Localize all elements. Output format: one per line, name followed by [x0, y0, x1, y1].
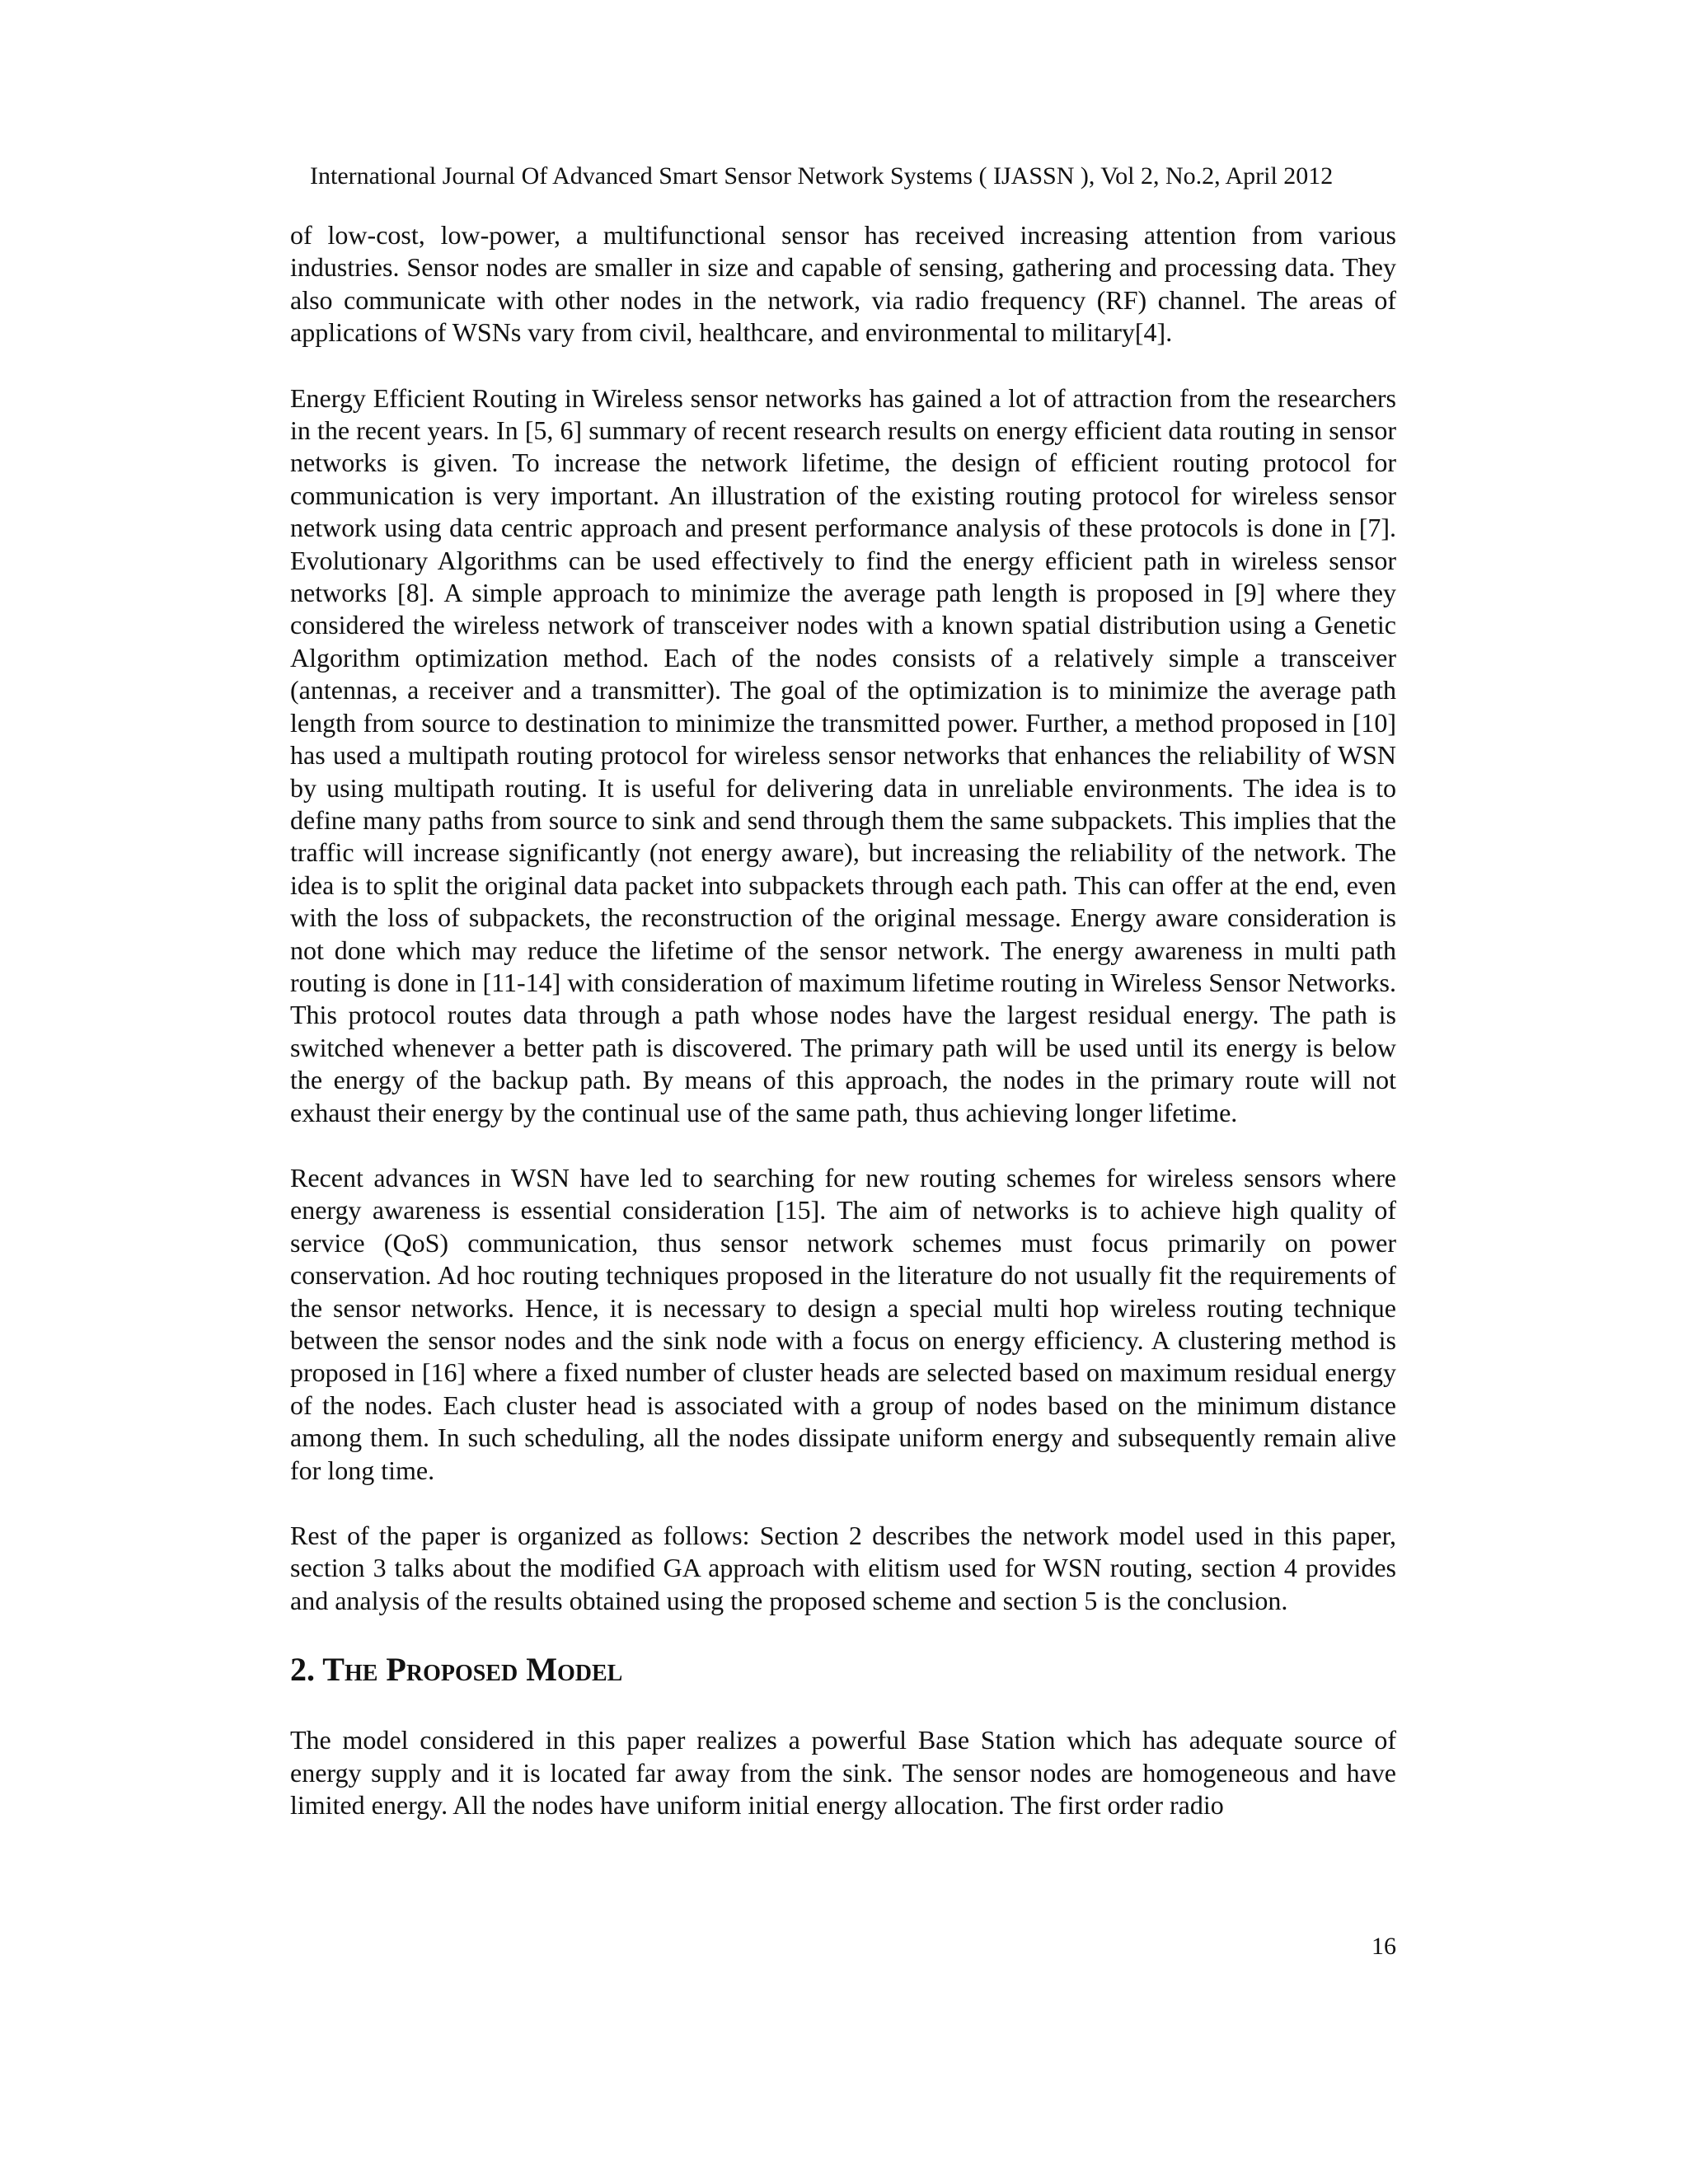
running-header: International Journal Of Advanced Smart Sensor Network Systems ( IJASSN ), Vol 2, No.2, April 2012	[310, 162, 1334, 190]
page-body	[290, 219, 1396, 1854]
paragraph-energy-efficient-routing: Energy Efficient Routing in Wireless sensor networks has gained a lot of attraction from the researchers in the recent years. In [5, 6] summary of recent research results on energy efficient data routing in sensor networks is given. To increase the network lifetime, the design of efficient routing protocol for communication is very important. An illustration of the existing routing protocol for wireless sensor network using data centric approach and present performance analysis of these protocols is done in [7]. Evolutionary Algorithms can be used effectively to find the energy efficient path in wireless sensor networks [8]. A simple approach to minimize the average path length is proposed in [9] where they considered the wireless network of transceiver nodes with a known spatial distribution using a Genetic Algorithm optimization method. Each of the nodes consists of a relatively simple a transceiver (antennas, a receiver and a transmitter). The goal of the optimization is to minimize the average path length from source to destination to minimize the transmitted power. Further, a method proposed in [10] has used a multipath routing protocol for wireless sensor networks that enhances the reliability of WSN by using multipath routing. It is useful for delivering data in unreliable environments. The idea is to define many paths from source to sink and send through them the same subpackets. This implies that the traffic will increase significantly (not energy aware), but increasing the reliability of the network. The idea is to split the original data packet into subpackets through each path. This can offer at the end, even with the loss of subpackets, the reconstruction of the original message. Energy aware consideration is not done which may reduce the lifetime of the sensor network. The energy awareness in multi path routing is done in [11-14] with consideration of maximum lifetime routing in Wireless Sensor Networks. This protocol routes data through a path whose nodes have the largest residual energy. The path is switched whenever a better path is discovered. The primary path will be used until its energy is below the energy of the backup path. By means of this approach, the nodes in the primary route will not exhaust their energy by the continual use of the same path, thus achieving longer lifetime.	[290, 382, 1396, 1127]
page-number: 16	[1372, 1933, 1396, 1960]
paragraph-model-description: The model considered in this paper realizes a powerful Base Station which has adequate source of energy supply and it is located far away from the sink. The sensor nodes are homogeneous and have limited energy. All the nodes have uniform initial energy allocation. The first order radio	[290, 1725, 1396, 1821]
paragraph-recent-advances: Recent advances in WSN have led to searching for new routing schemes for wireless sensors where energy awareness is essential consideration [15]. The aim of networks is to achieve high quality of service (QoS) communication, thus sensor network schemes must focus primarily on power conservation. Ad hoc routing techniques proposed in the literature do not usually fit the requirements of the sensor networks. Hence, it is necessary to design a special multi hop wireless routing technique between the sensor nodes and the sink node with a focus on energy efficiency. A clustering method is proposed in [16] where a fixed number of cluster heads are selected based on maximum residual energy of the nodes. Each cluster head is associated with a group of nodes based on the minimum distance among them. In such scheduling, all the nodes dissipate uniform energy and subsequently remain alive for long time.	[290, 1162, 1396, 1485]
paragraph-paper-organization: Rest of the paper is organized as follows: Section 2 describes the network model used in this paper, section 3 talks about the modified GA approach with elitism used for WSN routing, section 4 provides and analysis of the results obtained using the proposed scheme and section 5 is the conclusion.	[290, 1521, 1396, 1615]
section-heading-proposed-model: 2. The Proposed Model	[290, 1651, 623, 1689]
paragraph-intro-continuation: of low-cost, low-power, a multifunctional sensor has received increasing attention from various industries. Sensor nodes are smaller in size and capable of sensing, gathering and processing data. They also communicate with other nodes in the network, via radio frequency (RF) channel. The areas of applications of WSNs vary from civil, healthcare, and environmental to military[4].	[290, 220, 1396, 348]
